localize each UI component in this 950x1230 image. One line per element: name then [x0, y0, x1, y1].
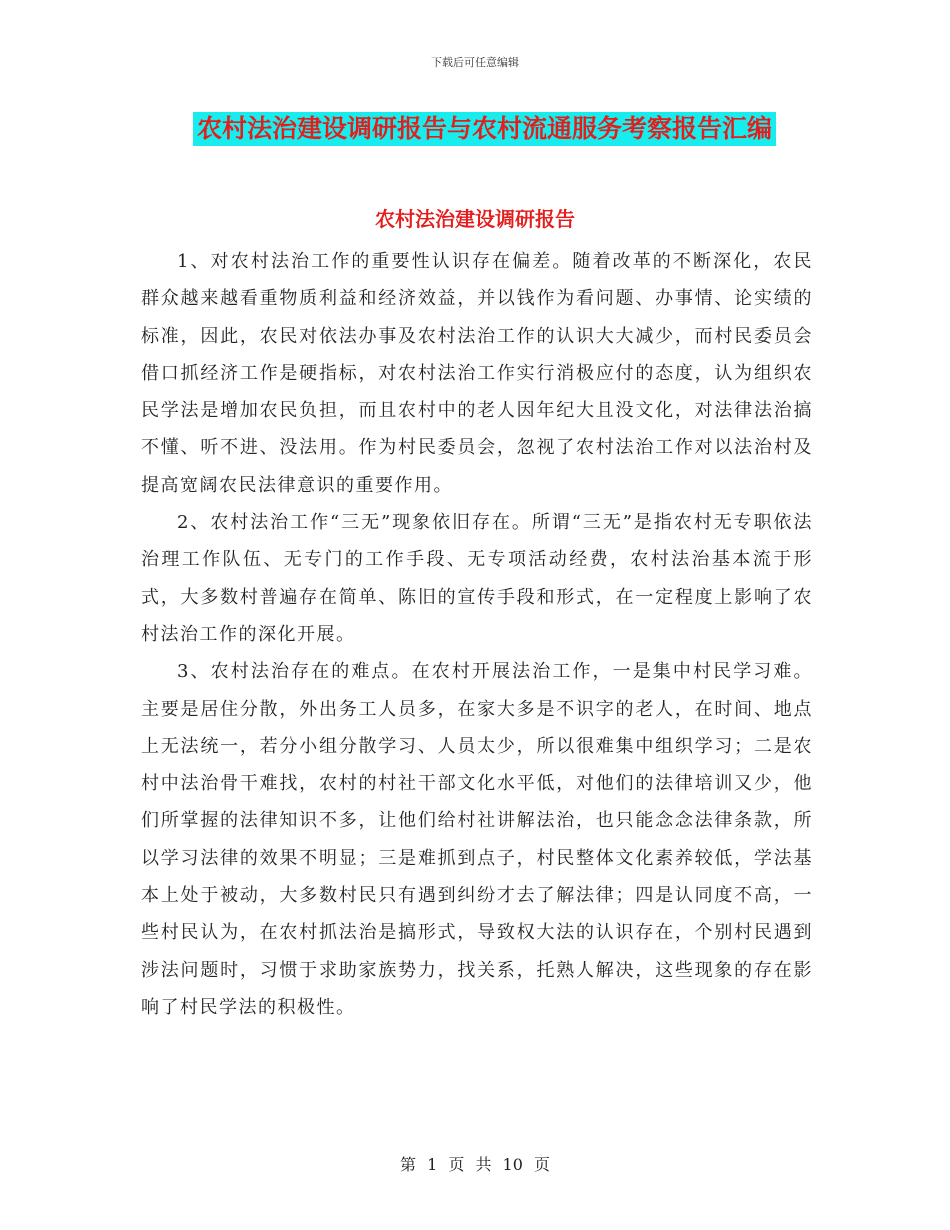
section-title: 农村法治建设调研报告: [375, 207, 575, 231]
header-note: 下载后可任意编辑: [431, 56, 519, 69]
paragraph-3: 3、农村法治存在的难点。在农村开展法治工作，一是集中村民学习难。主要是居住分散，外出务工人员多，在家大多是不识字的老人，在时间、地点上无法统一，若分小组分散学习、人员太少，所以很难集中组织学习；二是农村中法治骨干难找，农村的村社干部文化水平低，对他们的法律培训又少，他们所掌握的法律知识不多，让他们给村社讲解法治，也只能念念法律条款，所以学习法律的效果不明显；三是难抓到点子，村民整体文化素养较低，学法基本上处于被动，大多数村民只有遇到纠纷才去了解法律；四是认同度不高，一些村民认为，在农村抓法治是搞形式，导致权大法的认识存在，个别村民遇到涉法问题时，习惯于求助家族势力，找关系，托熟人解决，这些现象的存在影响了村民学法的积极性。: [141, 661, 813, 1018]
paragraph-1: 1、对农村法治工作的重要性认识存在偏差。随着改革的不断深化，农民群众越来越看重物质利益和经济效益，并以钱作为看问题、办事情、论实绩的标准，因此，农民对依法办事及农村法治工作的认识大大减少，而村民委员会借口抓经济工作是硬指标，对农村法治工作实行消极应付的态度，认为组织农民学法是增加农民负担，而且农村中的老人因年纪大且没文化，对法律法治搞不懂、听不进、没法用。作为村民委员会，忽视了农村法治工作对以法治村及提高宽阔农民法律意识的重要作用。: [141, 251, 813, 496]
document-title: 农村法治建设调研报告与农村流通服务考察报告汇编: [193, 112, 776, 146]
paragraph-2: 2、农村法治工作“三无”现象依旧存在。所谓“三无”是指农村无专职依法治理工作队伍、无专门的工作手段、无专项活动经费，农村法治基本流于形式，大多数村普遍存在简单、陈旧的宣传手段和形式，在一定程度上影响了农村法治工作的深化开展。: [141, 512, 813, 645]
document-body: [141, 243, 813, 1026]
page-number-footer: 第 1 页 共 10 页: [400, 1155, 550, 1174]
